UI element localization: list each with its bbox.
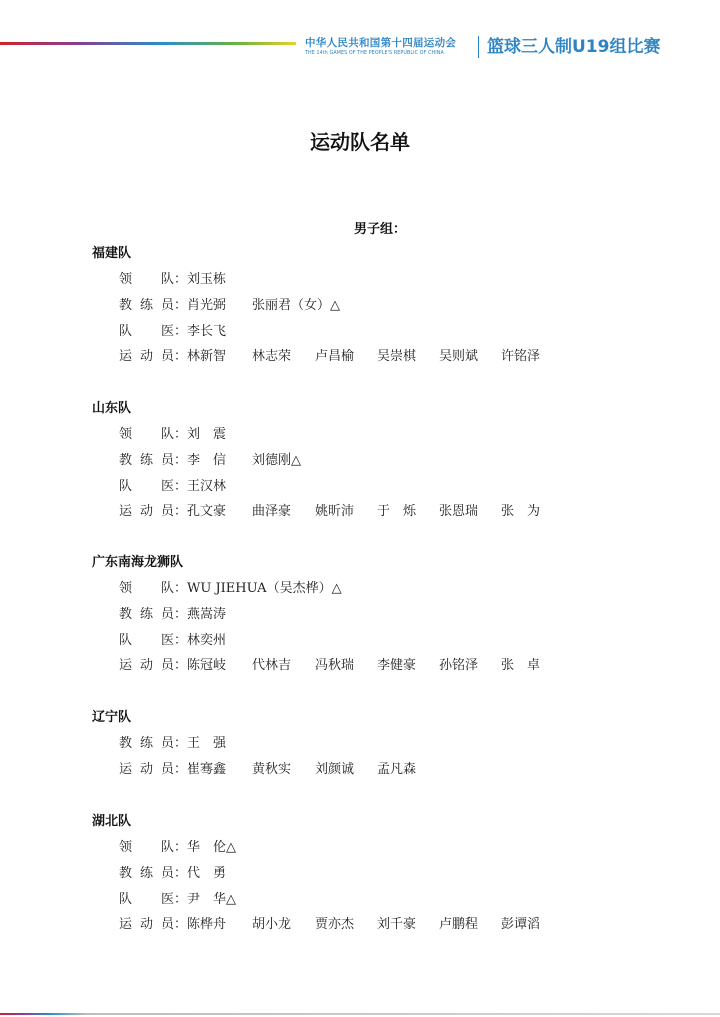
- role-colon: ：: [174, 504, 188, 519]
- member-name: 贾亦杰: [315, 917, 355, 932]
- role-colon: ：: [174, 840, 188, 855]
- member-name: 尹 华△: [187, 892, 236, 907]
- role-label: 队医: [119, 633, 174, 648]
- member-name: 李 信: [187, 453, 227, 468]
- role-label: 队医: [119, 892, 174, 907]
- member-name: 李健豪: [377, 658, 417, 673]
- member-name: 许铭泽: [501, 349, 541, 364]
- member-name: 林新智: [187, 349, 227, 364]
- member-name: 王汉林: [187, 479, 227, 494]
- role-colon: ：: [174, 479, 188, 494]
- games-name-en: THE 14th GAMES OF THE PEOPLE'S REPUBLIC OF CHINA: [305, 51, 444, 56]
- member-name: WU JIEHUA（吴杰桦）△: [187, 581, 342, 596]
- role-colon: ：: [174, 453, 188, 468]
- member-name: 张 为: [501, 504, 541, 519]
- role-label: 队医: [119, 324, 174, 339]
- member-name: 崔骞鑫: [187, 762, 227, 777]
- member-name: 于 烁: [377, 504, 417, 519]
- role-colon: ：: [174, 349, 188, 364]
- member-name: 刘千豪: [377, 917, 417, 932]
- role-label: 队医: [119, 479, 174, 494]
- member-name: 肖光弼: [187, 298, 227, 313]
- role-label: 教练员: [119, 866, 174, 881]
- role-colon: ：: [174, 272, 188, 287]
- role-label: 领队: [119, 272, 174, 287]
- member-name: 刘 震: [187, 427, 227, 442]
- role-colon: ：: [174, 917, 188, 932]
- member-name: 林志荣: [252, 349, 292, 364]
- member-name: 刘德刚△: [252, 453, 301, 468]
- role-colon: ：: [174, 736, 188, 751]
- role-colon: ：: [174, 607, 188, 622]
- role-colon: ：: [174, 298, 188, 313]
- team-name: 广东南海龙狮队: [92, 555, 184, 570]
- event-title: 篮球三人制U19组比赛: [487, 37, 661, 57]
- member-name: 陈冠岐: [187, 658, 227, 673]
- member-name: 张恩瑞: [439, 504, 479, 519]
- role-colon: ：: [174, 658, 188, 673]
- member-name: 冯秋瑞: [315, 658, 355, 673]
- role-colon: ：: [174, 581, 188, 596]
- role-colon: ：: [174, 892, 188, 907]
- member-name: 黄秋实: [252, 762, 292, 777]
- member-name: 孙铭泽: [439, 658, 479, 673]
- member-name: 张 卓: [501, 658, 541, 673]
- role-label: 教练员: [119, 298, 174, 313]
- member-name: 华 伦△: [187, 840, 236, 855]
- member-name: 吴崇棋: [377, 349, 417, 364]
- role-colon: ：: [174, 866, 188, 881]
- member-name: 姚昕沛: [315, 504, 355, 519]
- member-name: 刘颜诚: [315, 762, 355, 777]
- team-name: 湖北队: [92, 814, 132, 829]
- member-name: 燕嵩涛: [187, 607, 227, 622]
- member-name: 代林吉: [252, 658, 292, 673]
- member-name: 彭谭滔: [501, 917, 541, 932]
- role-label: 领队: [119, 581, 174, 596]
- team-name: 福建队: [92, 246, 132, 261]
- member-name: 陈桦舟: [187, 917, 227, 932]
- member-name: 胡小龙: [252, 917, 292, 932]
- role-label: 运动员: [119, 349, 174, 364]
- member-name: 曲泽豪: [252, 504, 292, 519]
- member-name: 孟凡森: [377, 762, 417, 777]
- member-name: 吴则斌: [439, 349, 479, 364]
- member-name: 孔文豪: [187, 504, 227, 519]
- role-label: 运动员: [119, 917, 174, 932]
- member-name: 卢鹏程: [439, 917, 479, 932]
- role-label: 领队: [119, 840, 174, 855]
- role-label: 运动员: [119, 658, 174, 673]
- member-name: 张丽君（女）△: [252, 298, 340, 313]
- role-label: 运动员: [119, 762, 174, 777]
- group-label: 男子组：: [353, 222, 406, 237]
- role-label: 教练员: [119, 453, 174, 468]
- header-divider: [478, 36, 479, 58]
- games-name-cn: 中华人民共和国第十四届运动会: [305, 37, 457, 49]
- member-name: 卢昌榆: [315, 349, 355, 364]
- member-name: 刘玉栋: [187, 272, 227, 287]
- page-title: 运动队名单: [310, 130, 410, 154]
- footer-stripe: [0, 1013, 720, 1015]
- member-name: 王 强: [187, 736, 227, 751]
- role-colon: ：: [174, 324, 188, 339]
- member-name: 代 勇: [187, 866, 227, 881]
- member-name: 李长飞: [187, 324, 227, 339]
- role-label: 运动员: [119, 504, 174, 519]
- role-label: 领队: [119, 427, 174, 442]
- role-colon: ：: [174, 633, 188, 648]
- team-name: 辽宁队: [92, 710, 132, 725]
- role-colon: ：: [174, 762, 188, 777]
- games-logo-text: [305, 37, 475, 57]
- member-name: 林奕州: [187, 633, 227, 648]
- role-colon: ：: [174, 427, 188, 442]
- header-color-stripe: [0, 42, 296, 45]
- role-label: 教练员: [119, 607, 174, 622]
- team-name: 山东队: [92, 401, 132, 416]
- role-label: 教练员: [119, 736, 174, 751]
